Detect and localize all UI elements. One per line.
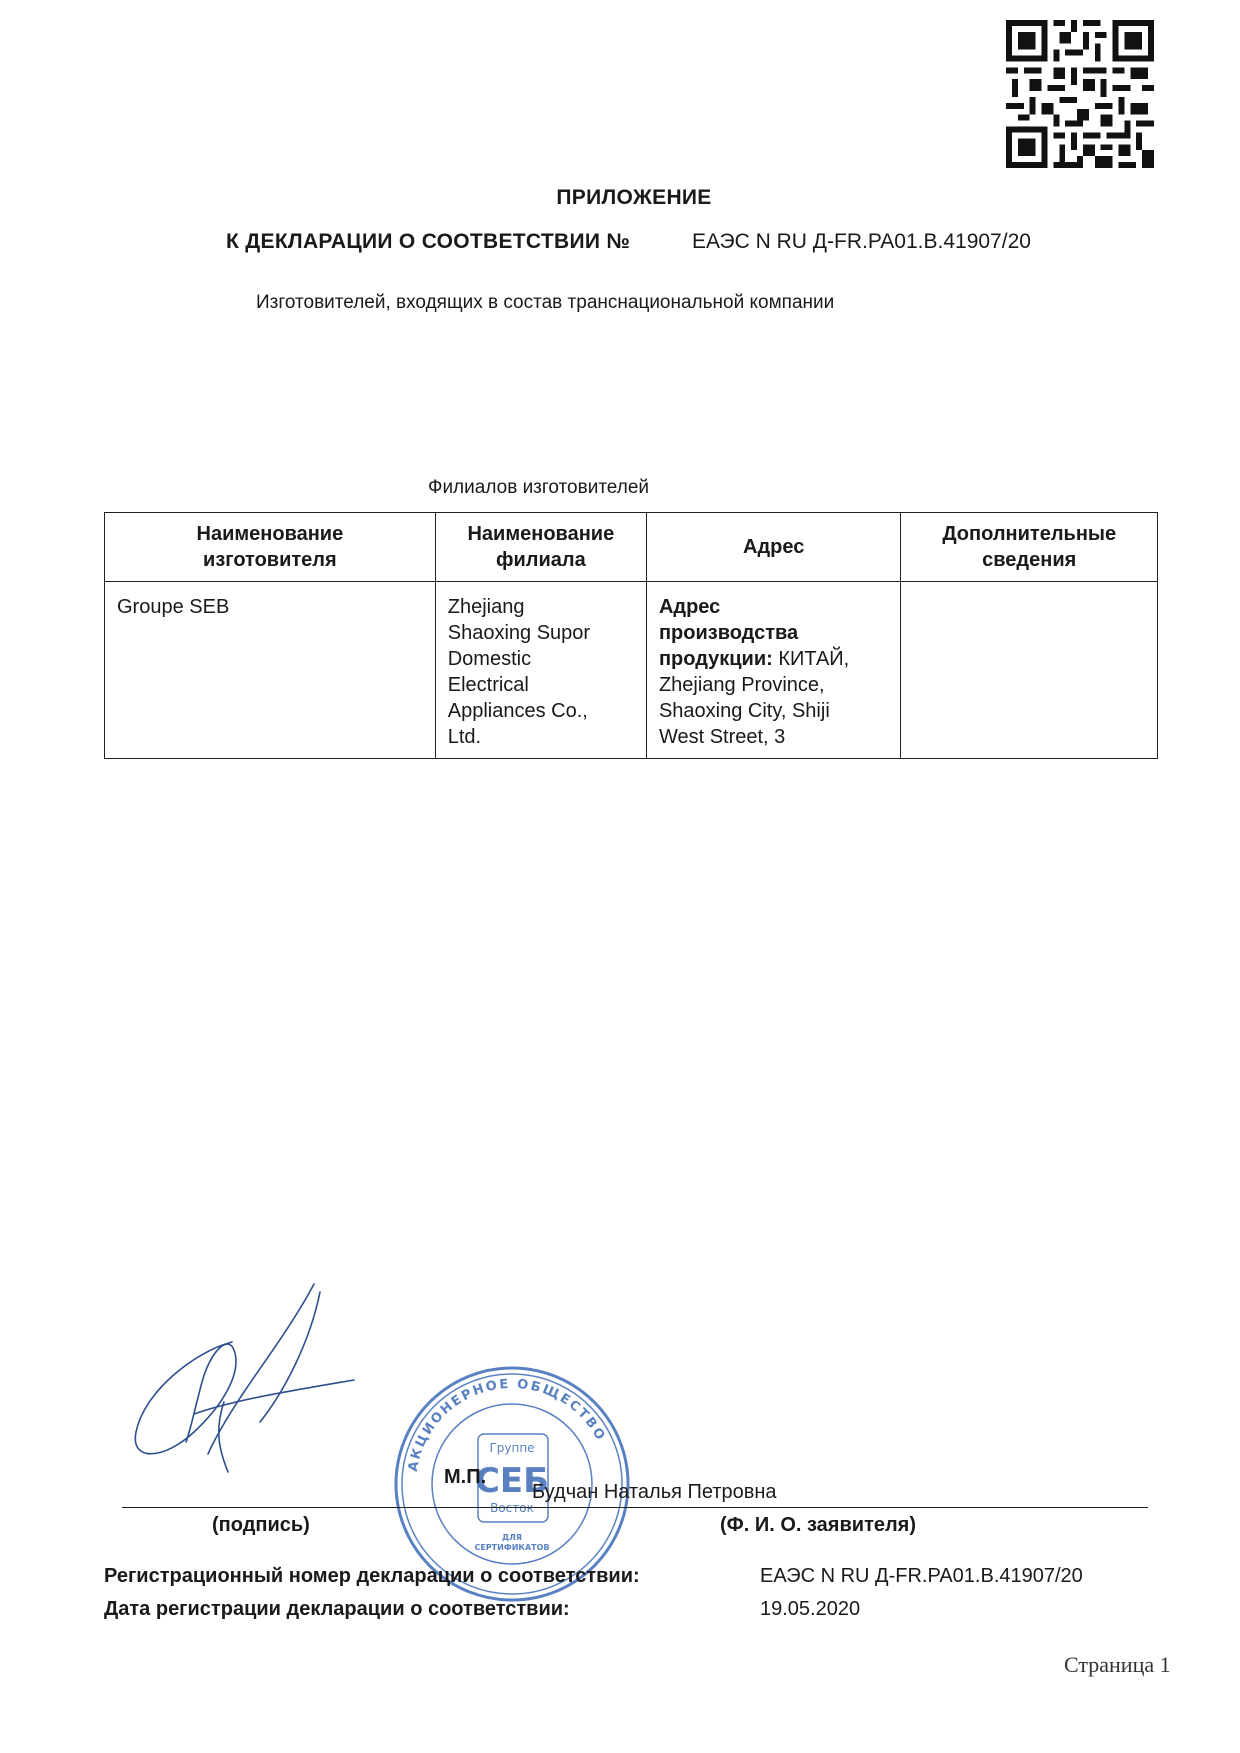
seal-small-1: ДЛЯ — [502, 1533, 522, 1542]
seal-center-bottom: Восток — [490, 1501, 534, 1515]
branches-table — [104, 512, 1158, 759]
handwritten-signature — [124, 1282, 364, 1482]
cell-branch: Zhejiang Shaoxing Supor Domestic Electrical Appliances Co., Ltd. — [435, 582, 646, 759]
signature-caption: (подпись) — [212, 1514, 310, 1536]
cell-manufacturer: Groupe SEB — [105, 582, 436, 759]
applicant-fio-caption: (Ф. И. О. заявителя) — [720, 1514, 917, 1536]
declaration-number: ЕАЭС N RU Д-FR.PA01.B.41907/20 — [692, 230, 1031, 253]
header-address: Адрес — [646, 513, 900, 582]
registration-date-value: 19.05.2020 — [760, 1598, 861, 1620]
registration-date-label: Дата регистрации декларации о соответствии: — [104, 1598, 570, 1620]
header-branch: Наименование филиала — [435, 513, 646, 582]
header-manufacturer: Наименование изготовителя — [105, 513, 436, 582]
registration-number-value: ЕАЭС N RU Д-FR.PA01.B.41907/20 — [760, 1565, 1083, 1587]
cell-additional — [901, 582, 1158, 759]
seal-ring-text: АКЦИОНЕРНОЕ ОБЩЕСТВО — [405, 1376, 609, 1473]
table-row — [105, 582, 1158, 759]
seal-center-top: Группе — [489, 1441, 535, 1455]
qr-code-icon — [1006, 20, 1154, 168]
page-number: Страница 1 — [1064, 1652, 1171, 1677]
registration-number-label: Регистрационный номер декларации о соответствии: — [104, 1565, 640, 1587]
document-title: ПРИЛОЖЕНИЕ — [556, 186, 712, 209]
seal-small-2: СЕРТИФИКАТОВ — [474, 1543, 550, 1552]
applicant-name: Будчан Наталья Петровна — [532, 1481, 777, 1503]
table-caption: Филиалов изготовителей — [428, 477, 650, 498]
table-header-row — [105, 513, 1158, 582]
document-subtitle-declaration: К ДЕКЛАРАЦИИ О СООТВЕТСТВИИ № — [226, 230, 631, 253]
seal-logo: СЕБ — [474, 1461, 550, 1501]
cell-address: Адрес производства продукции: КИТАЙ, Zhejiang Province, Shaoxing City, Shiji West Street, 3 — [646, 582, 900, 759]
stamp-mark-label: М.П. — [444, 1466, 487, 1488]
header-additional: Дополнительные сведения — [901, 513, 1158, 582]
signature-line — [122, 1507, 1148, 1508]
manufacturers-subtitle: Изготовителей, входящих в состав транснациональной компании — [256, 292, 835, 313]
